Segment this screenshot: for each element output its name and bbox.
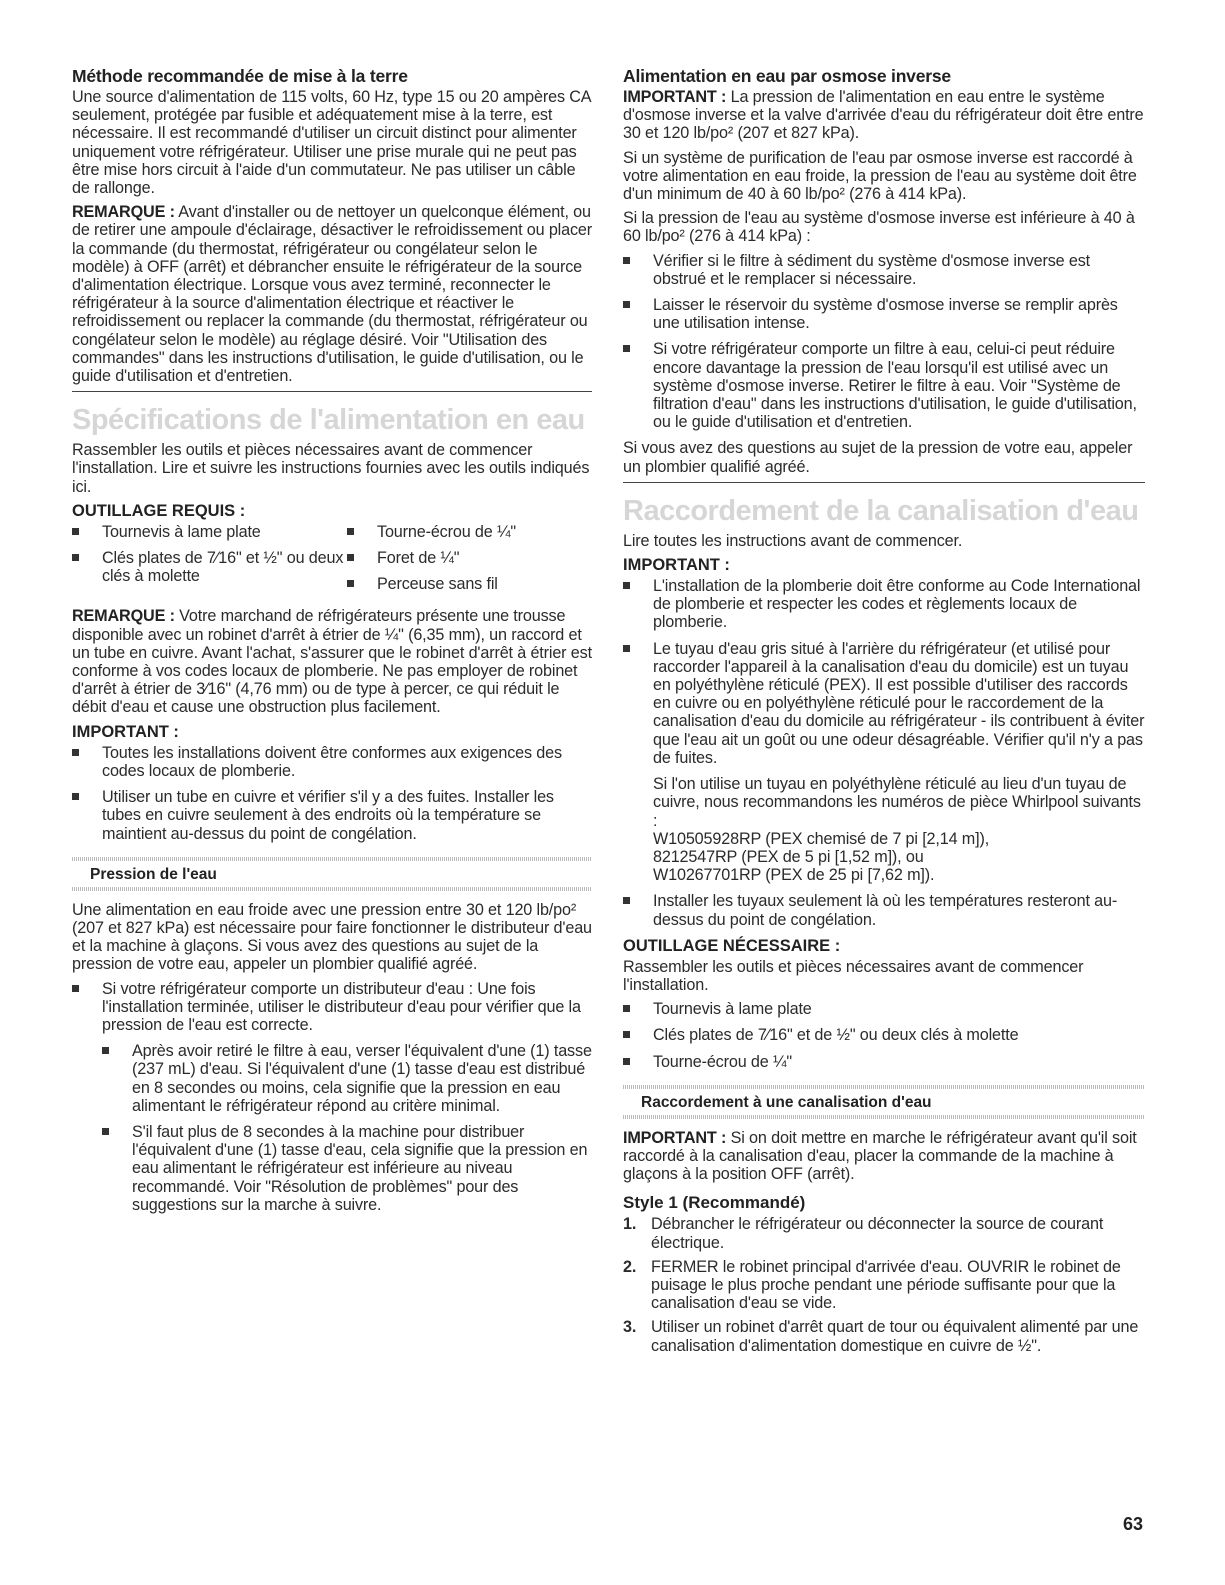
note-text: Votre marchand de réfrigérateurs présente une trousse disponible avec un robinet d'arrêt à étrier de ¼" (6,35 mm), un raccord et un tube en cuivre. Avant l'achat, s'assurer que le robinet d'arrêt à étrier est conforme à vos codes locaux de plomberie. Ne pas employer de robinet d'arrêt à étrier de 3⁄16" (4,76 mm) ou de type à percer, ce qui réduit le débit d'eau et cause une obstruction plus facilement.	[72, 607, 592, 717]
step-number: 2.	[623, 1257, 637, 1276]
water-spec-intro: Rassembler les outils et pièces nécessaires avant de commencer l'installation. Lire et suivre les instructions fournies avec les outils indiqués ici.	[72, 441, 590, 496]
pressure-subheading	[72, 857, 592, 891]
pressure-subitem: S'il faut plus de 8 secondes à la machine pour distribuer l'équivalent d'une (1) tasse d'eau, cela signifie que la pression en eau alimentant le réfrigérateur est inférieure au niveau recommandé. Voir "Résolution de problèmes" pour des suggestions sur la marche à suivre.	[102, 1123, 592, 1214]
pressure-sublist-wrap	[102, 1042, 592, 1214]
dotted-rule	[623, 1115, 1145, 1119]
step-text: Utiliser un robinet d'arrêt quart de tour ou équivalent alimenté par une canalisation d'alimentation domestique en cuivre de ½".	[651, 1318, 1139, 1355]
step-number: 3.	[623, 1318, 637, 1337]
tool-item: Tournevis à lame plate	[72, 523, 347, 541]
dotted-rule	[72, 887, 592, 891]
pressure-item: Si votre réfrigérateur comporte un distributeur d'eau : Une fois l'installation terminée, utiliser le distributeur d'eau pour vérifier que la pression de l'eau est correcte.	[72, 980, 592, 1035]
ro-item: Si votre réfrigérateur comporte un filtre à eau, celui-ci peut réduire encore davantage la pression de l'eau lorsqu'il est utilisé avec un système d'osmose inverse. Retirer le filtre à eau. Voir "Système de filtration d'eau" dans les instructions d'utilisation, le guide d'utilisation, ou le guide d'utilisation et d'entretien.	[623, 340, 1145, 431]
ro-item: Laisser le réservoir du système d'osmose inverse se remplir après une utilisation intense.	[623, 296, 1145, 332]
dotted-rule	[623, 1085, 1145, 1089]
pressure-paragraph: Une alimentation en eau froide avec une pression entre 30 et 120 lb/po² (207 et 827 kPa) est nécessaire pour faire fonctionner le distributeur d'eau et la machine à glaçons. Si vous avez des questions au sujet de la pression de votre eau, appeler un plombier qualifié agréé.	[72, 900, 592, 974]
ro-list	[623, 252, 1145, 432]
step-text: Débrancher le réfrigérateur ou déconnecter la source de courant électrique.	[651, 1215, 1104, 1252]
style-title: Style 1 (Recommandé)	[623, 1193, 806, 1213]
connect-item: L'installation de la plomberie doit être conforme au Code International de plomberie et respecter les codes et règlements locaux de plomberie.	[623, 577, 1145, 632]
tool-item: Tournevis à lame plate	[623, 1000, 1145, 1018]
pressure-subitem: Après avoir retiré le filtre à eau, verser l'équivalent d'une (1) tasse (237 mL) d'eau. Si l'équivalent d'une (1) tasse d'eau est distribué en 8 secondes ou moins, cela signifie que la pression en eau alimentant le réfrigérateur répond au critère minimal.	[102, 1042, 592, 1115]
important-item: Toutes les installations doivent être conformes aux exigences des codes locaux de plomberie.	[72, 744, 592, 780]
pex-part: W10505928RP (PEX chemisé de 7 pi [2,14 m]),	[653, 829, 990, 848]
grounding-title: Méthode recommandée de mise à la terre	[72, 66, 408, 86]
dotted-rule	[72, 857, 592, 861]
pressure-sublist	[102, 1042, 592, 1214]
important-label: IMPORTANT :	[623, 1128, 727, 1147]
note-label: REMARQUE :	[72, 607, 175, 626]
connect-item: Installer les tuyaux seulement là où les températures resteront au-dessus du point de congélation.	[623, 892, 1145, 928]
note-text: Avant d'installer ou de nettoyer un quelconque élément, ou de retirer une ampoule d'éclairage, désactiver le refroidissement ou placer la commande (du thermostat, réfrigérateur ou congélateur selon le modèle) à OFF (arrêt) et débrancher ensuite le réfrigérateur de la source d'alimentation électrique. Lorsque vous avez terminé, reconnecter le réfrigérateur à la source d'alimentation électrique et réactiver le refroidissement ou replacer la commande (du thermostat, réfrigérateur ou congélateur selon le modèle) au réglage désiré. Voir "Utilisation des commandes" dans les instructions d'utilisation, le guide d'utilisation, ou le guide d'utilisation et d'entretien.	[72, 203, 593, 386]
important-text: Si on doit mettre en marche le réfrigérateur avant qu'il soit raccordé à la canalisation d'eau, placer la commande de la machine à glaçons à la position OFF (arrêt).	[623, 1128, 1137, 1184]
tool-item: Clés plates de 7⁄16" et de ½" ou deux clés à molette	[623, 1026, 1145, 1044]
connect-item-text: Le tuyau d'eau gris situé à l'arrière du réfrigérateur (et utilisé pour raccorder l'appareil à la canalisation d'eau du domicile) est un tuyau en polyéthylène réticulé (PEX). Il est possible d'utiliser des raccords en cuivre ou en polyéthylène réticulé pour le raccordement de la canalisation d'eau du domicile au réfrigérateur - ils contribuent à éviter que l'eau ait un goût ou une odeur désagréable. Vérifier qu'il n'y a pas de fuites.	[653, 639, 1145, 767]
tool-item: Tourne-écrou de ¼"	[623, 1053, 1145, 1071]
page-number: 63	[1122, 1514, 1143, 1534]
tools-needed-label: OUTILLAGE NÉCESSAIRE :	[623, 936, 841, 955]
tools-needed-list	[623, 1000, 1145, 1071]
grounding-note	[72, 203, 592, 385]
tool-item: Tourne-écrou de ¼"	[347, 523, 592, 541]
step-item	[623, 1258, 1145, 1313]
important-item: Utiliser un tube en cuivre et vérifier s'il y a des fuites. Installer les tubes en cuivre seulement à des endroits où la température se maintient au-dessus du point de congélation.	[72, 788, 592, 843]
important-label: IMPORTANT :	[623, 556, 730, 575]
section-divider	[72, 391, 592, 392]
ro-paragraph: Si un système de purification de l'eau par osmose inverse est raccordé à votre alimentation en eau froide, la pression de l'eau au système doit être d'un minimum de 40 à 60 lb/po² (276 à 414 kPa).	[623, 148, 1137, 204]
tools-required-label: OUTILLAGE REQUIS :	[72, 501, 246, 520]
tools-column-2	[347, 523, 592, 602]
ro-important	[623, 88, 1145, 143]
ro-title: Alimentation en eau par osmose inverse	[623, 66, 951, 86]
pex-text: Si l'on utilise un tuyau en polyéthylène réticulé au lieu d'un tuyau de cuivre, nous recommandons les numéros de pièce Whirlpool suivants :	[653, 775, 1141, 830]
important-label: IMPORTANT :	[623, 88, 727, 106]
line-title: Raccordement à une canalisation d'eau	[641, 1093, 932, 1111]
water-spec-note	[72, 607, 592, 716]
line-subheading	[623, 1085, 1145, 1119]
line-important	[623, 1129, 1145, 1184]
step-item	[623, 1318, 1145, 1354]
step-number: 1.	[623, 1215, 637, 1234]
ro-paragraph: Si la pression de l'eau au système d'osmose inverse est inférieure à 40 à 60 lb/po² (276 à 414 kPa) :	[623, 209, 1135, 246]
section-divider	[623, 482, 1145, 483]
pex-paragraph	[653, 775, 1145, 884]
steps-list	[623, 1215, 1145, 1354]
tools-list	[72, 523, 592, 608]
tool-item: Clés plates de 7⁄16" et ½" ou deux clés à molette	[72, 549, 347, 585]
step-item	[623, 1215, 1145, 1251]
pex-part: W10267701RP (PEX de 25 pi [7,62 m]).	[653, 866, 935, 885]
water-spec-title: Spécifications de l'alimentation en eau	[72, 404, 585, 437]
tools-column-1	[72, 523, 347, 602]
grounding-paragraph: Une source d'alimentation de 115 volts, 60 Hz, type 15 ou 20 ampères CA seulement, protégée par fusible et adéquatement mise à la terre, est nécessaire. Il est recommandé d'utiliser un circuit distinct pour alimenter uniquement votre réfrigérateur. Utiliser une prise murale qui ne peut pas être mise hors circuit à l'aide d'un commutateur. Ne pas utiliser un câble de rallonge.	[72, 88, 591, 198]
important-list	[72, 744, 592, 843]
connect-intro: Lire toutes les instructions avant de commencer.	[623, 531, 963, 550]
tool-item: Perceuse sans fil	[347, 575, 592, 593]
manual-page	[72, 66, 1152, 1546]
connect-list	[623, 577, 1145, 929]
ro-item: Vérifier si le filtre à sédiment du système d'osmose inverse est obstrué et le remplacer si nécessaire.	[623, 252, 1145, 288]
pressure-title: Pression de l'eau	[90, 865, 217, 883]
note-label: REMARQUE :	[72, 203, 175, 222]
tool-item: Foret de ¼"	[347, 549, 592, 567]
connect-item	[623, 640, 1145, 885]
ro-paragraph: Si vous avez des questions au sujet de la pression de votre eau, appeler un plombier qualifié agréé.	[623, 439, 1133, 476]
pex-part: 8212547RP (PEX de 5 pi [1,52 m]), ou	[653, 847, 924, 866]
step-text: FERMER le robinet principal d'arrivée d'eau. OUVRIR le robinet de puisage le plus proche pendant une période suffisante pour que la canalisation d'eau se vide.	[651, 1257, 1121, 1313]
pressure-list	[72, 980, 592, 1035]
important-text: La pression de l'alimentation en eau entre le système d'osmose inverse et la valve d'arrivée d'eau du réfrigérateur doit être entre 30 et 120 lb/po² (207 et 827 kPa).	[623, 88, 1144, 143]
connect-title: Raccordement de la canalisation d'eau	[623, 494, 1139, 527]
left-column	[72, 66, 592, 1222]
important-label: IMPORTANT :	[72, 722, 179, 741]
tools-intro: Rassembler les outils et pièces nécessaires avant de commencer l'installation.	[623, 957, 1084, 994]
right-column	[623, 66, 1145, 1361]
